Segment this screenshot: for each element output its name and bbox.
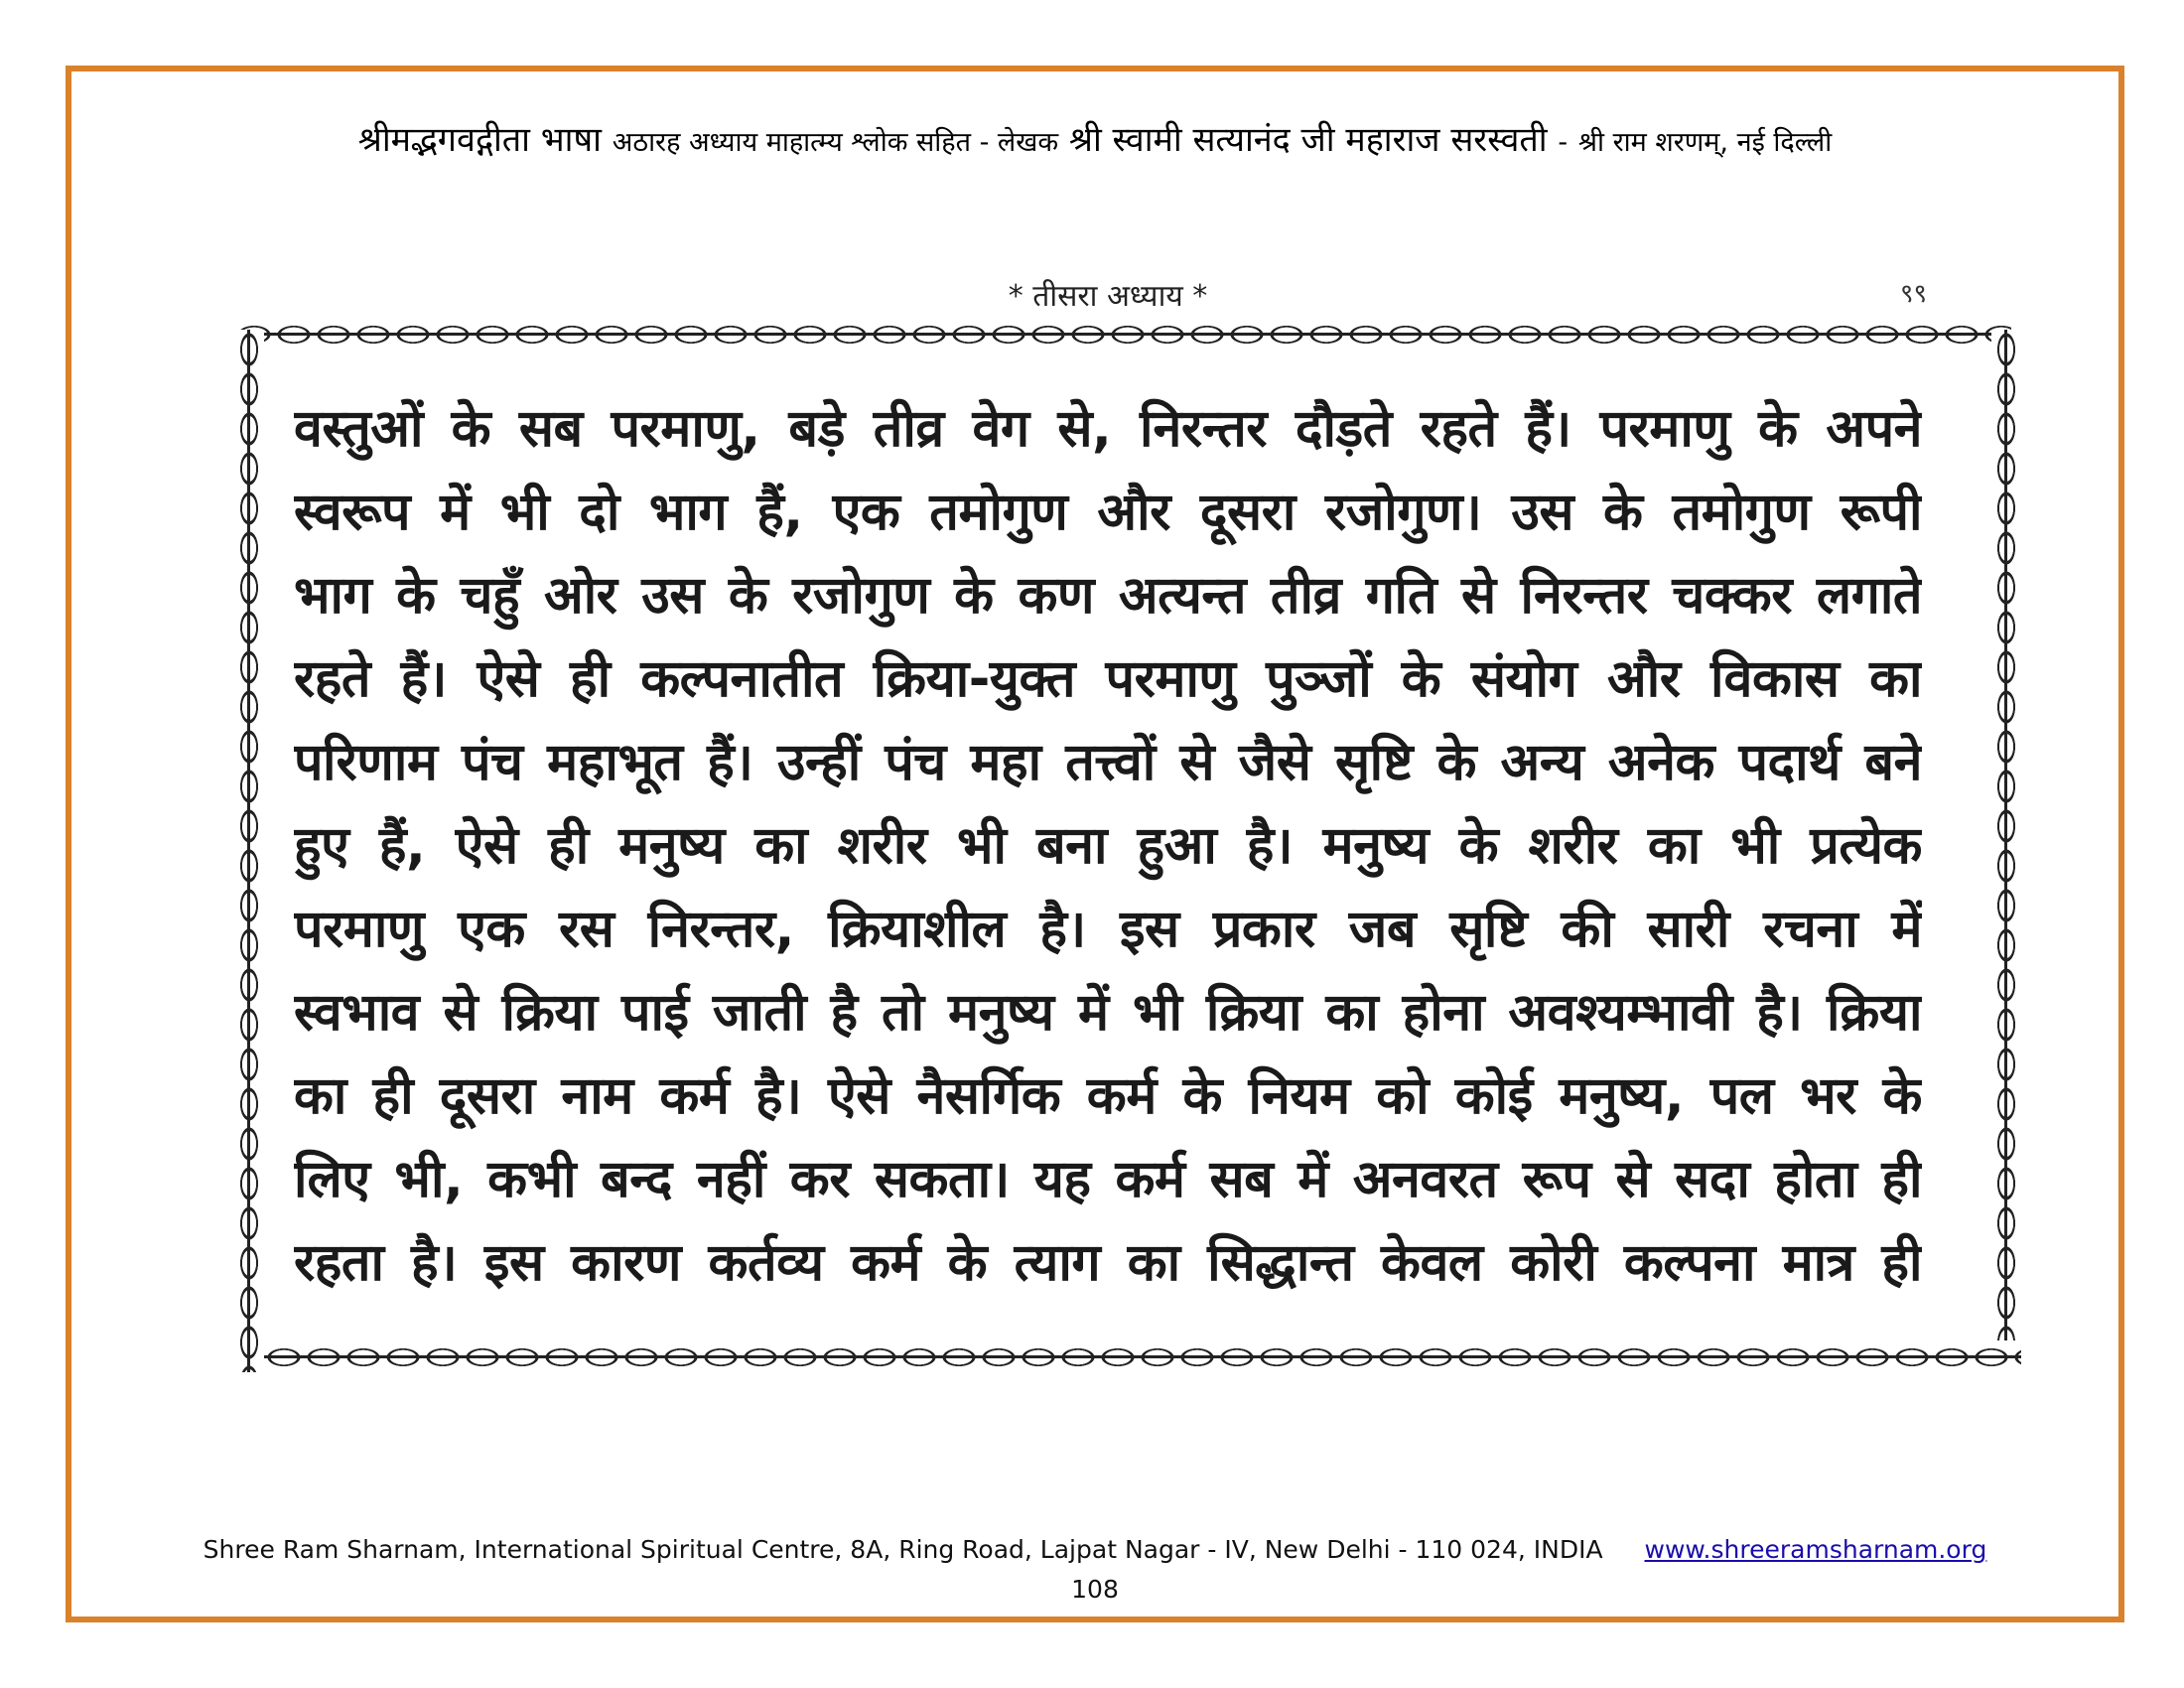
text-line: वस्तुओं के सब परमाणु, बड़े तीव्र वेग से, निरन्तर दौड़ते रहते हैं। परमाणु के अपने bbox=[294, 399, 1922, 459]
text-line: स्वरूप में भी दो भाग हैं, एक तमोगुण और दूसरा रजोगुण। उस के तमोगुण रूपी bbox=[294, 483, 1922, 542]
scanned-page-number: ९९ bbox=[1900, 279, 1928, 309]
publisher-name: श्री राम शरणम्, नई दिल्ली bbox=[1577, 127, 1833, 158]
footer-address: Shree Ram Sharnam, International Spiritual Centre, 8A, Ring Road, Lajpat Nagar - IV, New Delhi - 110 024, INDIA bbox=[203, 1535, 1603, 1564]
text-line: रहते हैं। ऐसे ही कल्पनातीत क्रिया-युक्त परमाणु पुञ्जों के संयोग और विकास का bbox=[294, 649, 1922, 709]
book-title: श्रीमद्भगवद्गीता भाषा bbox=[357, 120, 602, 160]
text-line: परिणाम पंच महाभूत हैं। उन्हीं पंच महा तत्त्वों से जैसे सृष्टि के अन्य अनेक पदार्थ बने bbox=[294, 733, 1922, 792]
scanned-page bbox=[165, 201, 2051, 1402]
ornamental-border-bottom bbox=[264, 1340, 2021, 1374]
page-header bbox=[71, 115, 2118, 161]
text-line: परमाणु एक रस निरन्तर, क्रियाशील है। इस प्रकार जब सृष्टि की सारी रचना में bbox=[294, 900, 1922, 959]
page-frame bbox=[66, 66, 2124, 1622]
header-separator: - bbox=[1558, 127, 1569, 158]
author-name: श्री स्वामी सत्यानंद जी महाराज सरस्वती bbox=[1068, 120, 1548, 160]
text-line: स्वभाव से क्रिया पाई जाती है तो मनुष्य में भी क्रिया का होना अवश्यम्भावी है। क्रिया bbox=[294, 983, 1922, 1043]
ornamental-border-right bbox=[1991, 330, 2021, 1362]
book-subtitle: अठारह अध्याय माहात्म्य श्लोक सहित - लेखक bbox=[612, 127, 1059, 158]
ornamental-border-left bbox=[234, 330, 264, 1372]
text-line: रहता है। इस कारण कर्तव्य कर्म के त्याग का सिद्धान्त केवल कोरी कल्पना मात्र ही bbox=[294, 1233, 1922, 1293]
page-footer bbox=[71, 1535, 2118, 1564]
text-line: का ही दूसरा नाम कर्म है। ऐसे नैसर्गिक कर्म के नियम को कोई मनुष्य, पल भर के bbox=[294, 1066, 1922, 1126]
text-line: हुए हैं, ऐसे ही मनुष्य का शरीर भी बना हुआ है। मनुष्य के शरीर का भी प्रत्येक bbox=[294, 816, 1922, 876]
text-line: लिए भी, कभी बन्द नहीं कर सकता। यह कर्म सब में अनवरत रूप से सदा होता ही bbox=[294, 1150, 1922, 1209]
website-link[interactable]: www.shreeramsharnam.org bbox=[1644, 1535, 1987, 1564]
chapter-heading: * तीसरा अध्याय * bbox=[1008, 279, 1208, 314]
body-text bbox=[294, 387, 1922, 1305]
ornamental-border-top bbox=[234, 318, 2011, 352]
text-line: भाग के चहुँ ओर उस के रजोगुण के कण अत्यन्त तीव्र गति से निरन्तर चक्कर लगाते bbox=[294, 566, 1922, 626]
page-number: 108 bbox=[1071, 1575, 1119, 1604]
